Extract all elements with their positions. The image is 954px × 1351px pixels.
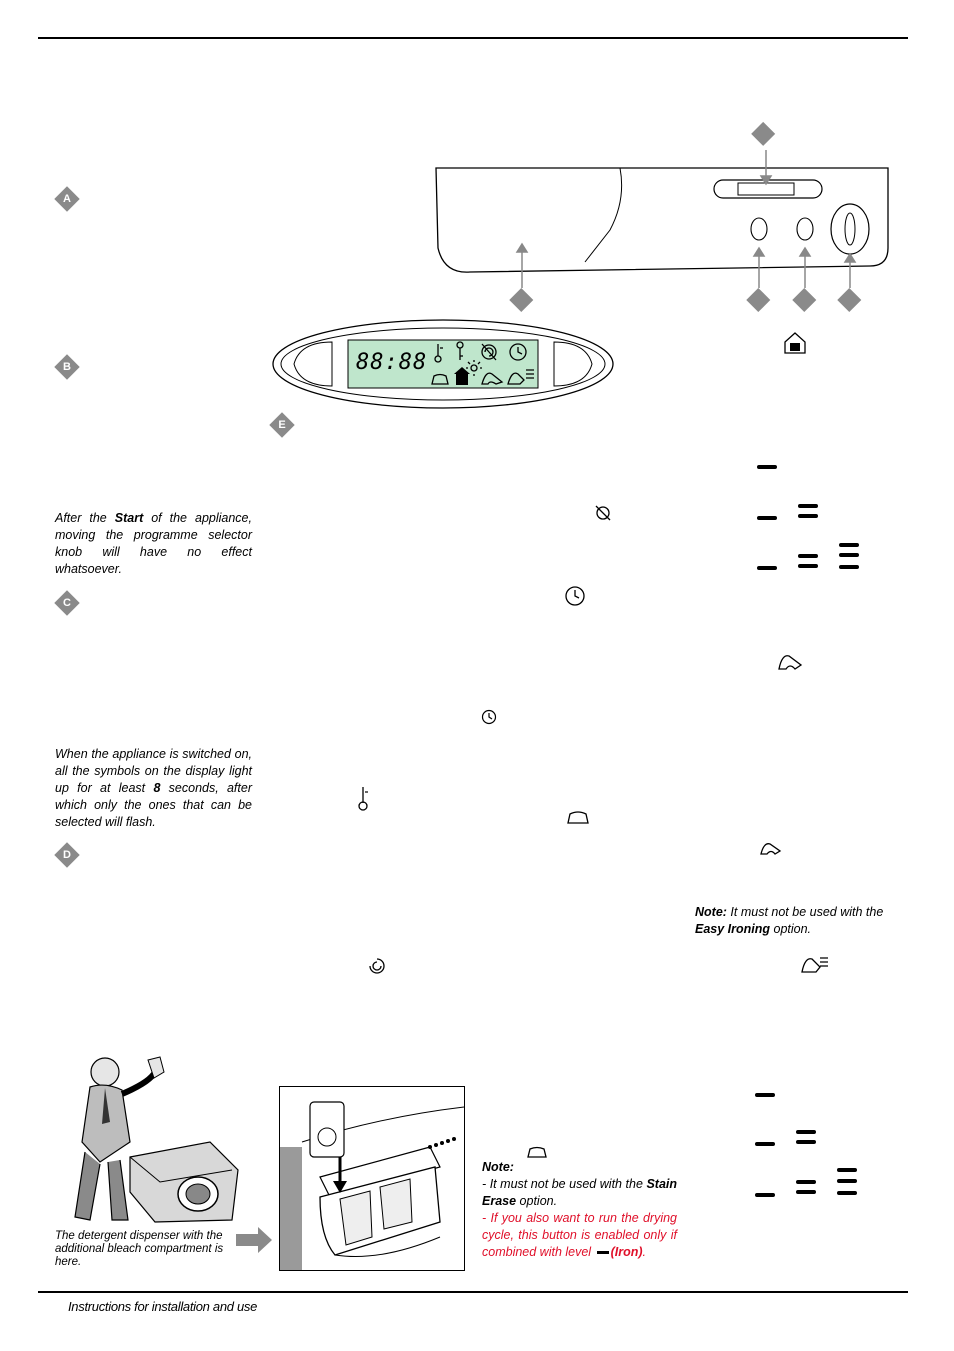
level-dash: [757, 516, 777, 520]
level-dash: [757, 566, 777, 570]
control-panel-drawing: [430, 120, 900, 320]
level-dash: [755, 1142, 775, 1146]
level-dash: [839, 565, 859, 569]
badge-c: C: [54, 590, 80, 616]
level-dash: [798, 514, 818, 518]
level-dash: [798, 504, 818, 508]
level-dash: [798, 554, 818, 558]
thermometer-icon: [354, 784, 372, 812]
stain-erase-icon: [454, 367, 470, 385]
badge-b: B: [54, 354, 80, 380]
no-spin-icon: [482, 344, 496, 360]
level-dash: [757, 465, 777, 469]
dispenser-caption: The detergent dispenser with the additional bleach compartment is here.: [55, 1230, 224, 1268]
level-dash: [796, 1180, 816, 1184]
clock-icon: [564, 585, 586, 607]
level-dash: [837, 1179, 857, 1183]
no-spin-icon: [594, 504, 612, 522]
level-dash: [755, 1193, 775, 1197]
dry-icon: [508, 370, 534, 384]
level-dash: [755, 1093, 775, 1097]
iron-icon: [432, 375, 448, 385]
spin-icon: [366, 955, 388, 977]
detergent-dispenser-illustration: [279, 1086, 465, 1271]
display-icons: [430, 340, 538, 388]
dry-icon: [800, 951, 830, 975]
iron-icon: [566, 808, 590, 826]
level-dash: [796, 1130, 816, 1134]
badge-a: A: [54, 186, 80, 212]
clock-icon: [480, 708, 498, 726]
man-with-washer-illustration: [60, 1052, 240, 1227]
switch-on-note: When the appliance is switched on, all the symbols on the display light up for at least 8 seconds, after which only the ones that can be selected will flash.: [55, 747, 252, 829]
level-dash: [839, 553, 859, 557]
easy-ironing-note: Note: It must not be used with the Easy Ironing option.: [695, 905, 884, 936]
easy-ironing-icon: [482, 373, 502, 384]
badge-e: E: [269, 412, 295, 438]
start-note: After the Start of the appliance, moving the programme selector knob will have no effect whatsoever.: [55, 511, 252, 576]
top-rule: [38, 37, 908, 39]
iron-icon: [526, 1144, 548, 1160]
bottom-rule: [38, 1291, 908, 1293]
key-icon: [457, 342, 463, 360]
level-dash: [837, 1168, 857, 1172]
level-dash: [796, 1190, 816, 1194]
iron-level-dash: [597, 1251, 609, 1254]
display-digits: 88:88: [356, 350, 428, 375]
arrow-right-icon: [236, 1227, 274, 1253]
thermometer-icon: [435, 344, 443, 362]
stain-erase-icon: [782, 329, 808, 355]
badge-d: D: [54, 842, 80, 868]
level-dash: [798, 564, 818, 568]
clock-icon: [510, 344, 526, 360]
level-dash: [837, 1191, 857, 1195]
footer-text: Instructions for installation and use: [68, 1299, 258, 1314]
level-dash: [796, 1140, 816, 1144]
easy-ironing-icon: [776, 648, 804, 672]
iron-note: Note: - It must not be used with the Stain Erase option. - If you also want to run the drying cycle, this button is enabled only if combined with level (Iron).: [482, 1160, 677, 1259]
easy-ironing-icon: [759, 837, 783, 857]
level-dash: [839, 543, 859, 547]
